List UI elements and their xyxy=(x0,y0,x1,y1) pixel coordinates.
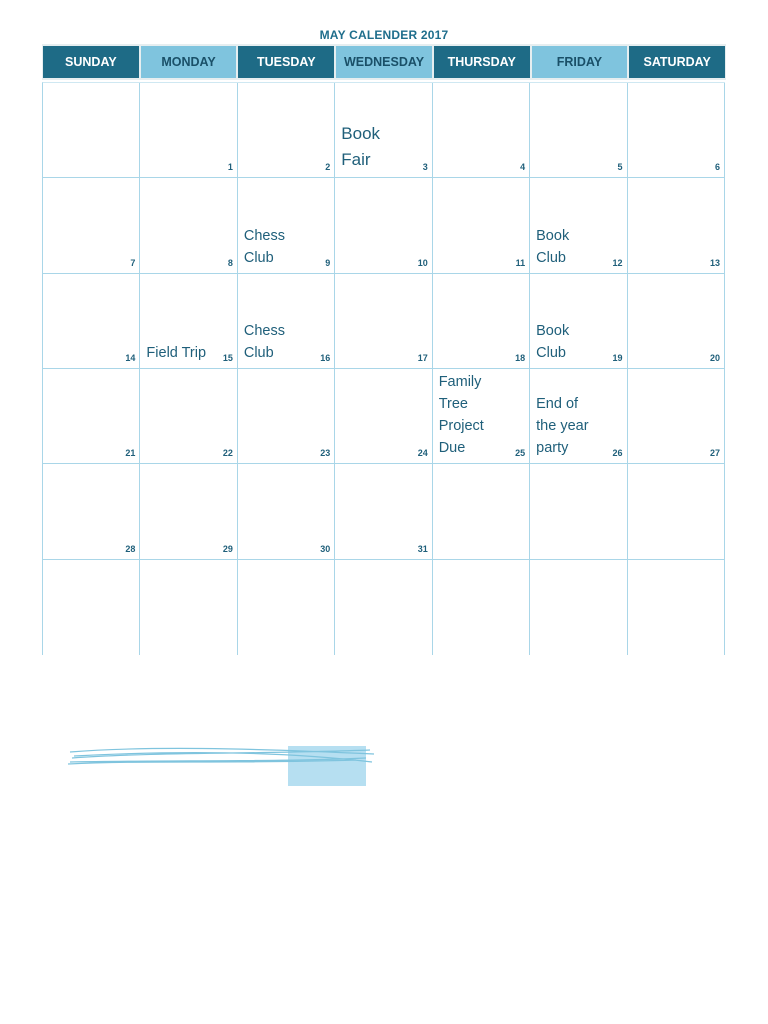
calendar-day-number: 17 xyxy=(417,353,428,363)
weekday-header-saturday: SATURDAY xyxy=(629,46,725,78)
weekday-header-thursday: THURSDAY xyxy=(434,46,530,78)
calendar-day-cell[interactable] xyxy=(43,464,140,559)
calendar-day-cell[interactable] xyxy=(530,83,627,178)
calendar-day-cell[interactable] xyxy=(140,464,237,559)
calendar-day-cell[interactable] xyxy=(530,560,627,655)
calendar-day-number: 1 xyxy=(227,162,233,173)
scribble-mark xyxy=(66,740,378,790)
calendar-day-number: 6 xyxy=(714,162,720,173)
calendar-day-cell[interactable] xyxy=(238,83,335,178)
calendar-day-number: 15 xyxy=(222,353,233,363)
calendar-day-number: 26 xyxy=(612,448,623,459)
calendar-day-number: 3 xyxy=(422,162,428,173)
calendar-day-cell[interactable] xyxy=(43,83,140,178)
calendar-day-number: 14 xyxy=(125,353,136,363)
calendar-day-cell[interactable] xyxy=(628,274,725,369)
calendar-day-number: 30 xyxy=(320,543,331,554)
calendar-day-number: 21 xyxy=(125,448,136,459)
weekday-header-friday: FRIDAY xyxy=(532,46,628,78)
calendar-day-cell[interactable] xyxy=(335,464,432,559)
weekday-header-monday: MONDAY xyxy=(141,46,237,78)
calendar-day-cell[interactable] xyxy=(628,83,725,178)
calendar-day-cell[interactable] xyxy=(433,178,530,273)
calendar-day-cell[interactable] xyxy=(238,369,335,464)
calendar-day-number: 16 xyxy=(320,353,331,363)
calendar-day-cell[interactable] xyxy=(238,464,335,559)
calendar-event: Book Club xyxy=(536,227,570,266)
calendar-day-cell[interactable] xyxy=(433,369,530,464)
calendar-day-cell[interactable] xyxy=(238,178,335,273)
calendar-day-number: 18 xyxy=(515,353,526,363)
calendar-day-cell[interactable] xyxy=(140,369,237,464)
calendar-day-number: 7 xyxy=(130,257,136,268)
weekday-header-wednesday: WEDNESDAY xyxy=(336,46,432,78)
calendar-day-number: 2 xyxy=(325,162,331,173)
calendar-day-number: 23 xyxy=(320,448,331,459)
calendar-day-cell[interactable] xyxy=(238,274,335,369)
calendar-day-cell[interactable] xyxy=(530,464,627,559)
calendar-day-cell[interactable] xyxy=(43,560,140,655)
calendar-day-cell[interactable] xyxy=(238,560,335,655)
calendar-day-cell[interactable] xyxy=(530,178,627,273)
calendar-day-number: 11 xyxy=(515,257,526,268)
calendar-day-cell[interactable] xyxy=(43,178,140,273)
calendar-day-cell[interactable] xyxy=(140,178,237,273)
calendar-day-number: 8 xyxy=(227,257,233,268)
calendar-day-cell[interactable] xyxy=(433,83,530,178)
calendar-event: Family Tree Project Due xyxy=(438,374,484,457)
weekday-header-row xyxy=(42,44,726,80)
calendar-day-cell[interactable] xyxy=(335,560,432,655)
calendar-day-cell[interactable] xyxy=(628,464,725,559)
calendar-day-cell[interactable] xyxy=(140,560,237,655)
calendar-day-cell[interactable] xyxy=(530,369,627,464)
calendar-day-number: 22 xyxy=(222,448,233,459)
calendar-day-cell[interactable] xyxy=(628,178,725,273)
calendar-day-number: 24 xyxy=(417,448,428,459)
calendar-day-cell[interactable] xyxy=(628,369,725,464)
calendar-day-cell[interactable] xyxy=(43,274,140,369)
calendar-event: Chess Club xyxy=(243,227,285,266)
calendar-day-cell[interactable] xyxy=(335,178,432,273)
calendar-day-number: 20 xyxy=(709,353,720,363)
calendar-event: End of the year party xyxy=(536,396,589,457)
calendar-day-cell[interactable] xyxy=(43,369,140,464)
weekday-header-tuesday: TUESDAY xyxy=(238,46,334,78)
weekday-header-sunday: SUNDAY xyxy=(43,46,139,78)
calendar-event: Field Trip xyxy=(146,345,207,361)
calendar-day-cell[interactable] xyxy=(433,274,530,369)
calendar-event: Book Fair xyxy=(341,124,381,170)
calendar-day-cell[interactable] xyxy=(433,464,530,559)
calendar-day-number: 13 xyxy=(709,257,720,268)
calendar-day-number: 27 xyxy=(709,448,720,459)
calendar-day-number: 10 xyxy=(417,257,428,268)
calendar-day-number: 9 xyxy=(325,257,331,268)
calendar-day-cell[interactable] xyxy=(530,274,627,369)
calendar-day-number: 5 xyxy=(617,162,623,173)
calendar-day-cell[interactable] xyxy=(628,560,725,655)
calendar-grid xyxy=(42,82,725,655)
calendar-event: Book Club xyxy=(536,323,570,361)
calendar-event: Chess Club xyxy=(243,323,285,361)
calendar-title: MAY CALENDER 2017 xyxy=(319,28,449,42)
calendar-day-cell[interactable] xyxy=(335,83,432,178)
calendar-day-cell[interactable] xyxy=(335,369,432,464)
calendar-day-cell[interactable] xyxy=(140,274,237,369)
calendar-day-number: 25 xyxy=(515,448,526,459)
calendar-day-cell[interactable] xyxy=(433,560,530,655)
calendar-day-number: 29 xyxy=(222,543,233,554)
calendar-day-number: 19 xyxy=(612,353,623,363)
calendar-day-cell[interactable] xyxy=(140,83,237,178)
calendar-day-number: 12 xyxy=(612,257,623,268)
calendar-day-number: 28 xyxy=(125,543,136,554)
calendar-day-cell[interactable] xyxy=(335,274,432,369)
calendar-day-number: 31 xyxy=(417,543,428,554)
calendar-day-number: 4 xyxy=(520,162,526,173)
